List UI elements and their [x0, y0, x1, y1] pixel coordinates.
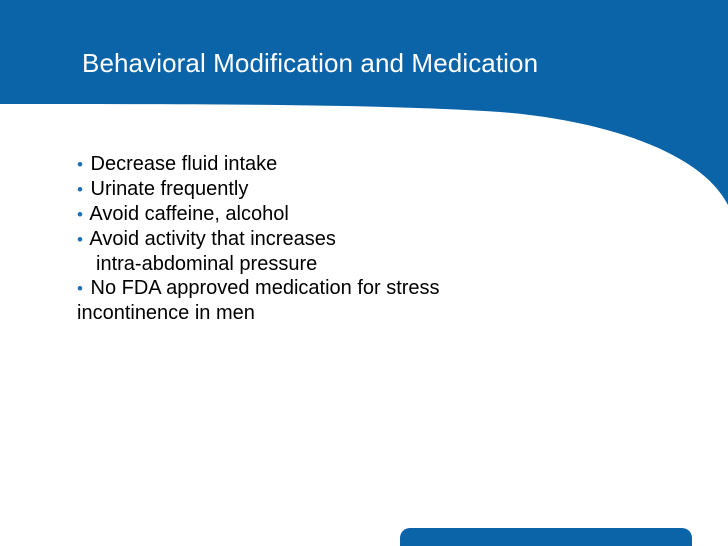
bullet-dot-icon: •: [77, 279, 83, 298]
bullet-text: Decrease fluid intake: [90, 153, 278, 175]
bullet-item: [77, 152, 547, 177]
bullet-continuation: intra-abdominal pressure: [96, 253, 318, 275]
bullet-item: [77, 202, 547, 227]
bullet-item: [77, 227, 547, 276]
slide-title: Behavioral Modification and Medication: [82, 48, 539, 78]
footer-tab: [400, 528, 692, 546]
bullet-dot-icon: •: [77, 180, 83, 199]
bullet-text: Avoid activity that increases: [89, 228, 336, 250]
bullet-dot-icon: •: [77, 230, 83, 249]
bullet-item: [77, 177, 547, 202]
bullet-dot-icon: •: [77, 155, 83, 174]
bullet-text: No FDA approved medication for stress incontinence in men: [77, 277, 440, 324]
bullet-text: Avoid caffeine, alcohol: [89, 203, 289, 225]
bullet-dot-icon: •: [77, 205, 83, 224]
bullet-list: [77, 152, 547, 325]
bullet-item: [77, 276, 547, 325]
bullet-text: Urinate frequently: [90, 178, 249, 200]
